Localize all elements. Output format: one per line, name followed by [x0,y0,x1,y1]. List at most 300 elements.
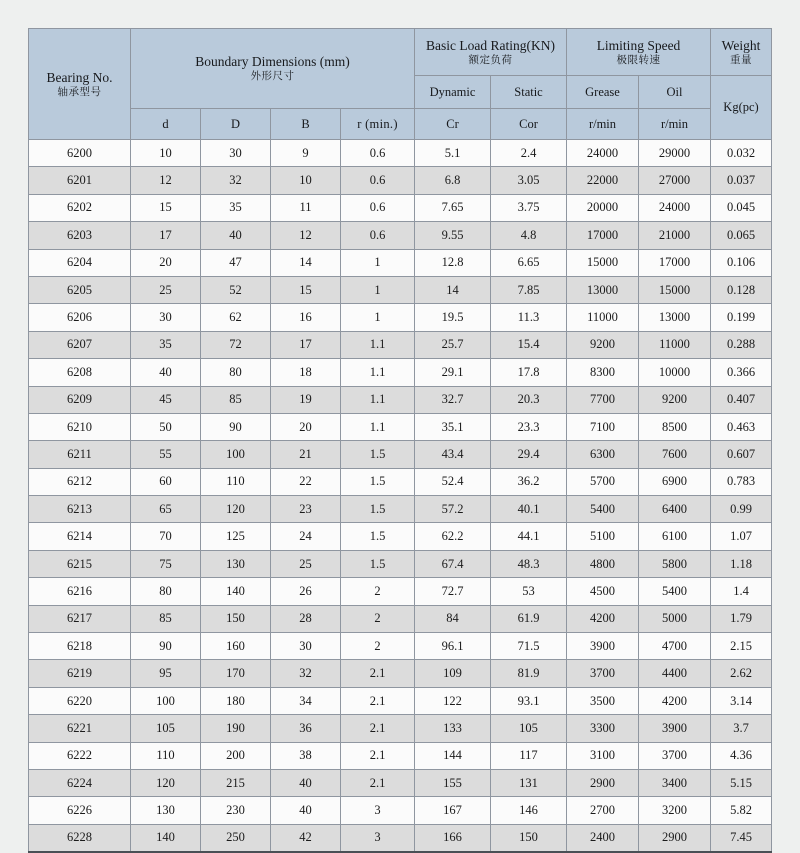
cell-Cor: 2.4 [491,140,567,167]
cell-r_min: 2 [341,578,415,605]
cell-r_min: 0.6 [341,222,415,249]
cell-d: 70 [131,523,201,550]
cell-B: 28 [271,605,341,632]
cell-grease_rpm: 3900 [567,633,639,660]
cell-Cr: 35.1 [415,413,491,440]
cell-grease_rpm: 3300 [567,715,639,742]
cell-B: 40 [271,769,341,796]
cell-Cor: 3.05 [491,167,567,194]
table-row [29,605,772,632]
cell-d: 65 [131,496,201,523]
cell-weight_kg: 0.065 [711,222,772,249]
cell-oil_rpm: 3700 [639,742,711,769]
cell-B: 21 [271,441,341,468]
cell-grease_rpm: 20000 [567,194,639,221]
cell-Cr: 25.7 [415,331,491,358]
header-basic-load-rating-cn: 额定负荷 [468,53,513,66]
cell-B: 11 [271,194,341,221]
cell-oil_rpm: 29000 [639,140,711,167]
cell-Cr: 144 [415,742,491,769]
cell-Cor: 7.85 [491,276,567,303]
cell-d: 25 [131,276,201,303]
cell-Cr: 57.2 [415,496,491,523]
header-unit-cor: Cor [491,109,567,140]
cell-B: 12 [271,222,341,249]
cell-d: 130 [131,797,201,824]
cell-d: 20 [131,249,201,276]
cell-r_min: 1.1 [341,413,415,440]
cell-bearing_no: 6209 [29,386,131,413]
cell-D: 140 [201,578,271,605]
cell-d: 40 [131,359,201,386]
cell-grease_rpm: 11000 [567,304,639,331]
cell-D: 32 [201,167,271,194]
cell-Cor: 3.75 [491,194,567,221]
cell-weight_kg: 0.607 [711,441,772,468]
cell-oil_rpm: 24000 [639,194,711,221]
cell-grease_rpm: 5700 [567,468,639,495]
cell-bearing_no: 6224 [29,769,131,796]
cell-Cor: 81.9 [491,660,567,687]
cell-D: 215 [201,769,271,796]
cell-r_min: 1.5 [341,441,415,468]
cell-grease_rpm: 9200 [567,331,639,358]
cell-D: 190 [201,715,271,742]
cell-grease_rpm: 22000 [567,167,639,194]
cell-oil_rpm: 21000 [639,222,711,249]
table-row [29,222,772,249]
cell-r_min: 1.5 [341,523,415,550]
table-row [29,797,772,824]
cell-Cor: 150 [491,824,567,852]
cell-oil_rpm: 6100 [639,523,711,550]
cell-r_min: 1 [341,276,415,303]
cell-B: 38 [271,742,341,769]
cell-d: 105 [131,715,201,742]
cell-r_min: 3 [341,824,415,852]
cell-grease_rpm: 3500 [567,687,639,714]
cell-bearing_no: 6211 [29,441,131,468]
header-limiting-speed-cn: 极限转速 [616,53,661,66]
cell-grease_rpm: 4500 [567,578,639,605]
cell-D: 180 [201,687,271,714]
cell-oil_rpm: 9200 [639,386,711,413]
cell-B: 22 [271,468,341,495]
bearing-spec-table-container [28,28,771,853]
cell-Cor: 23.3 [491,413,567,440]
cell-r_min: 3 [341,797,415,824]
cell-grease_rpm: 17000 [567,222,639,249]
cell-grease_rpm: 3700 [567,660,639,687]
cell-grease_rpm: 24000 [567,140,639,167]
cell-weight_kg: 0.032 [711,140,772,167]
cell-weight_kg: 0.366 [711,359,772,386]
header-row-group [29,29,772,76]
cell-r_min: 0.6 [341,194,415,221]
cell-oil_rpm: 4400 [639,660,711,687]
cell-D: 72 [201,331,271,358]
cell-bearing_no: 6203 [29,222,131,249]
cell-bearing_no: 6228 [29,824,131,852]
cell-B: 34 [271,687,341,714]
cell-weight_kg: 2.62 [711,660,772,687]
cell-Cr: 52.4 [415,468,491,495]
table-body [29,140,772,853]
cell-oil_rpm: 5000 [639,605,711,632]
table-row [29,633,772,660]
table-row [29,359,772,386]
cell-oil_rpm: 11000 [639,331,711,358]
cell-Cr: 72.7 [415,578,491,605]
cell-r_min: 0.6 [341,140,415,167]
cell-weight_kg: 2.15 [711,633,772,660]
cell-bearing_no: 6220 [29,687,131,714]
table-row [29,249,772,276]
cell-d: 60 [131,468,201,495]
cell-r_min: 1 [341,304,415,331]
header-limiting-speed [567,29,711,76]
cell-oil_rpm: 13000 [639,304,711,331]
cell-oil_rpm: 3400 [639,769,711,796]
cell-Cr: 7.65 [415,194,491,221]
cell-D: 160 [201,633,271,660]
header-row-units [29,109,772,140]
cell-weight_kg: 1.18 [711,550,772,577]
cell-d: 100 [131,687,201,714]
cell-Cr: 96.1 [415,633,491,660]
cell-D: 52 [201,276,271,303]
cell-oil_rpm: 8500 [639,413,711,440]
cell-oil_rpm: 2900 [639,824,711,852]
cell-weight_kg: 5.15 [711,769,772,796]
header-boundary-dimensions [131,29,415,109]
table-row [29,769,772,796]
cell-D: 47 [201,249,271,276]
cell-grease_rpm: 4200 [567,605,639,632]
cell-grease_rpm: 2400 [567,824,639,852]
cell-Cor: 4.8 [491,222,567,249]
cell-oil_rpm: 3200 [639,797,711,824]
header-unit-D: D [201,109,271,140]
cell-oil_rpm: 6400 [639,496,711,523]
header-unit-B: B [271,109,341,140]
cell-D: 250 [201,824,271,852]
cell-d: 15 [131,194,201,221]
cell-Cor: 44.1 [491,523,567,550]
header-basic-load-rating [415,29,567,76]
cell-grease_rpm: 2900 [567,769,639,796]
cell-Cor: 61.9 [491,605,567,632]
cell-d: 120 [131,769,201,796]
cell-oil_rpm: 4200 [639,687,711,714]
cell-d: 110 [131,742,201,769]
cell-B: 19 [271,386,341,413]
table-row [29,715,772,742]
cell-d: 17 [131,222,201,249]
cell-r_min: 2.1 [341,742,415,769]
cell-bearing_no: 6205 [29,276,131,303]
cell-d: 55 [131,441,201,468]
cell-Cr: 32.7 [415,386,491,413]
cell-oil_rpm: 17000 [639,249,711,276]
cell-bearing_no: 6218 [29,633,131,660]
cell-bearing_no: 6226 [29,797,131,824]
cell-weight_kg: 0.045 [711,194,772,221]
cell-Cor: 6.65 [491,249,567,276]
cell-B: 16 [271,304,341,331]
cell-B: 26 [271,578,341,605]
cell-r_min: 2 [341,633,415,660]
cell-Cr: 109 [415,660,491,687]
cell-d: 80 [131,578,201,605]
cell-oil_rpm: 5800 [639,550,711,577]
cell-Cr: 84 [415,605,491,632]
cell-bearing_no: 6210 [29,413,131,440]
cell-d: 10 [131,140,201,167]
cell-weight_kg: 1.79 [711,605,772,632]
cell-r_min: 2.1 [341,769,415,796]
cell-Cor: 15.4 [491,331,567,358]
table-row [29,304,772,331]
cell-bearing_no: 6201 [29,167,131,194]
cell-Cor: 11.3 [491,304,567,331]
header-dynamic: Dynamic [415,76,491,109]
cell-oil_rpm: 15000 [639,276,711,303]
table-row [29,523,772,550]
table-row [29,386,772,413]
table-row [29,331,772,358]
cell-d: 75 [131,550,201,577]
cell-Cr: 5.1 [415,140,491,167]
cell-Cr: 167 [415,797,491,824]
cell-B: 23 [271,496,341,523]
cell-B: 40 [271,797,341,824]
cell-weight_kg: 0.128 [711,276,772,303]
cell-Cr: 122 [415,687,491,714]
cell-grease_rpm: 5100 [567,523,639,550]
header-bearing-no [29,29,131,140]
cell-oil_rpm: 5400 [639,578,711,605]
cell-bearing_no: 6217 [29,605,131,632]
cell-Cr: 166 [415,824,491,852]
cell-oil_rpm: 6900 [639,468,711,495]
cell-bearing_no: 6215 [29,550,131,577]
cell-B: 14 [271,249,341,276]
cell-r_min: 1.5 [341,550,415,577]
cell-Cor: 20.3 [491,386,567,413]
cell-r_min: 2.1 [341,660,415,687]
cell-weight_kg: 0.106 [711,249,772,276]
cell-weight_kg: 0.037 [711,167,772,194]
cell-D: 35 [201,194,271,221]
cell-weight_kg: 4.36 [711,742,772,769]
cell-bearing_no: 6207 [29,331,131,358]
cell-Cor: 93.1 [491,687,567,714]
header-boundary-dimensions-en: Boundary Dimensions (mm) [195,54,350,70]
cell-bearing_no: 6213 [29,496,131,523]
table-row [29,824,772,852]
cell-d: 12 [131,167,201,194]
cell-grease_rpm: 13000 [567,276,639,303]
cell-Cr: 12.8 [415,249,491,276]
cell-Cr: 133 [415,715,491,742]
cell-r_min: 1.5 [341,496,415,523]
cell-D: 120 [201,496,271,523]
cell-Cor: 131 [491,769,567,796]
table-row [29,167,772,194]
cell-weight_kg: 5.82 [711,797,772,824]
cell-bearing_no: 6214 [29,523,131,550]
cell-D: 80 [201,359,271,386]
cell-D: 200 [201,742,271,769]
table-row [29,468,772,495]
cell-B: 18 [271,359,341,386]
cell-D: 230 [201,797,271,824]
cell-bearing_no: 6200 [29,140,131,167]
header-static: Static [491,76,567,109]
cell-bearing_no: 6212 [29,468,131,495]
header-weight-unit: Kg(pc) [711,76,772,140]
cell-D: 130 [201,550,271,577]
cell-Cr: 62.2 [415,523,491,550]
cell-r_min: 2.1 [341,715,415,742]
cell-Cr: 43.4 [415,441,491,468]
cell-D: 40 [201,222,271,249]
cell-weight_kg: 0.99 [711,496,772,523]
cell-Cor: 40.1 [491,496,567,523]
cell-weight_kg: 7.45 [711,824,772,852]
table-row [29,413,772,440]
cell-oil_rpm: 7600 [639,441,711,468]
cell-weight_kg: 0.463 [711,413,772,440]
header-weight [711,29,772,76]
cell-oil_rpm: 4700 [639,633,711,660]
cell-bearing_no: 6206 [29,304,131,331]
cell-B: 20 [271,413,341,440]
table-row [29,550,772,577]
header-bearing-no-cn: 轴承型号 [57,85,102,98]
cell-Cr: 67.4 [415,550,491,577]
cell-D: 90 [201,413,271,440]
cell-r_min: 2 [341,605,415,632]
cell-Cor: 17.8 [491,359,567,386]
header-unit-oil-rpm: r/min [639,109,711,140]
cell-d: 50 [131,413,201,440]
cell-weight_kg: 0.407 [711,386,772,413]
cell-Cor: 48.3 [491,550,567,577]
cell-Cr: 155 [415,769,491,796]
cell-d: 85 [131,605,201,632]
cell-D: 85 [201,386,271,413]
cell-d: 35 [131,331,201,358]
cell-B: 9 [271,140,341,167]
cell-Cor: 53 [491,578,567,605]
header-boundary-dimensions-cn: 外形尺寸 [250,70,295,83]
cell-Cor: 36.2 [491,468,567,495]
cell-grease_rpm: 4800 [567,550,639,577]
cell-weight_kg: 0.288 [711,331,772,358]
cell-Cr: 14 [415,276,491,303]
cell-grease_rpm: 7100 [567,413,639,440]
cell-B: 10 [271,167,341,194]
cell-Cr: 6.8 [415,167,491,194]
cell-Cr: 9.55 [415,222,491,249]
cell-D: 110 [201,468,271,495]
cell-Cor: 71.5 [491,633,567,660]
cell-D: 170 [201,660,271,687]
cell-d: 140 [131,824,201,852]
cell-B: 24 [271,523,341,550]
cell-D: 62 [201,304,271,331]
header-unit-cr: Cr [415,109,491,140]
table-row [29,276,772,303]
cell-Cor: 146 [491,797,567,824]
table-row [29,140,772,167]
cell-B: 30 [271,633,341,660]
cell-grease_rpm: 8300 [567,359,639,386]
header-limiting-speed-en: Limiting Speed [596,37,681,53]
cell-d: 95 [131,660,201,687]
cell-bearing_no: 6202 [29,194,131,221]
cell-B: 17 [271,331,341,358]
cell-weight_kg: 1.4 [711,578,772,605]
cell-Cor: 29.4 [491,441,567,468]
cell-r_min: 2.1 [341,687,415,714]
cell-oil_rpm: 3900 [639,715,711,742]
cell-grease_rpm: 15000 [567,249,639,276]
header-weight-cn: 重量 [730,53,752,66]
header-unit-grease-rpm: r/min [567,109,639,140]
header-unit-r-min: r (min.) [341,109,415,140]
table-row [29,194,772,221]
cell-d: 30 [131,304,201,331]
cell-bearing_no: 6208 [29,359,131,386]
cell-B: 15 [271,276,341,303]
cell-r_min: 1.1 [341,359,415,386]
table-row [29,496,772,523]
header-basic-load-rating-en: Basic Load Rating(KN) [426,37,555,53]
cell-weight_kg: 0.199 [711,304,772,331]
cell-D: 125 [201,523,271,550]
cell-D: 100 [201,441,271,468]
cell-grease_rpm: 3100 [567,742,639,769]
cell-r_min: 0.6 [341,167,415,194]
cell-Cr: 19.5 [415,304,491,331]
cell-oil_rpm: 10000 [639,359,711,386]
cell-B: 36 [271,715,341,742]
header-unit-d: d [131,109,201,140]
cell-B: 25 [271,550,341,577]
cell-grease_rpm: 5400 [567,496,639,523]
cell-weight_kg: 0.783 [711,468,772,495]
table-row [29,742,772,769]
cell-grease_rpm: 7700 [567,386,639,413]
cell-weight_kg: 3.7 [711,715,772,742]
cell-r_min: 1.1 [341,386,415,413]
cell-r_min: 1.5 [341,468,415,495]
header-weight-en: Weight [721,37,761,53]
cell-weight_kg: 3.14 [711,687,772,714]
cell-bearing_no: 6216 [29,578,131,605]
cell-bearing_no: 6222 [29,742,131,769]
table-row [29,578,772,605]
cell-d: 90 [131,633,201,660]
header-bearing-no-en: Bearing No. [46,69,113,85]
cell-bearing_no: 6219 [29,660,131,687]
cell-bearing_no: 6204 [29,249,131,276]
table-row [29,687,772,714]
cell-r_min: 1.1 [341,331,415,358]
